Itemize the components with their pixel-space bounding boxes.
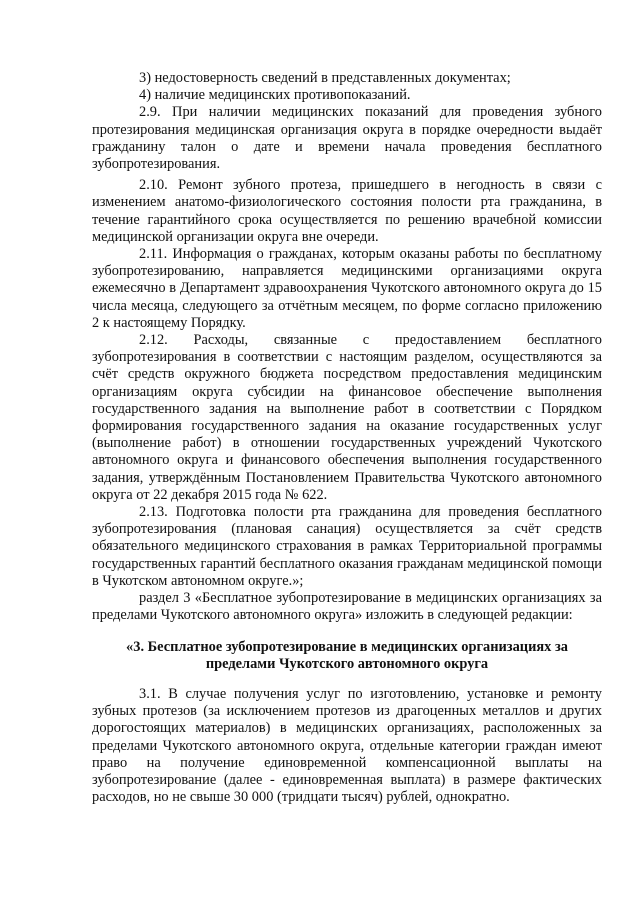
section-3-amendment-intro: раздел 3 «Бесплатное зубопротезирование в медицинских организациях за пределами Чукотского автономного округа» изложить в следующей редакции:: [92, 590, 602, 624]
section-heading-line1: «3. Бесплатное зубопротезирование в медицинских организациях за: [126, 638, 568, 655]
clause-3-1: 3.1. В случае получения услуг по изготовлению, установке и ремонту зубных протезов (за исключением протезов из драгоценных металлов и других дорогостоящих материалов) в медицинских организациях, расположенных за пределами Чукотского автономного округа, отдельные категории граждан имеют право на получение единовременной компенсационной выплаты на зубопротезирование (далее - единовременная выплата) в размере фактических расходов, но не свыше 30 000 (тридцати тысяч) рублей, однократно.: [92, 685, 602, 806]
clause-2-11: 2.11. Информация о гражданах, которым оказаны работы по бесплатному зубопротезированию, направляется медицинскими организациями округа ежемесячно в Департамент здравоохранения Чукотского автономного округа до 15 числа месяца, следующего за отчётным месяцем, по форме согласно приложению 2 к настоящему Порядку.: [92, 246, 602, 331]
clause-2-13: 2.13. Подготовка полости рта гражданина для проведения бесплатного зубопротезирования (плановая санация) осуществляется за счёт средств обязательного медицинского страхования в рамках Территориальной программы государственных гарантий бесплатного оказания гражданам медицинской помощи в Чукотском автономном округе.»;: [92, 504, 602, 589]
clause-2-12: 2.12. Расходы, связанные с предоставлением бесплатного зубопротезирования в соответствии с настоящим разделом, осуществляются за счёт средств окружного бюджета посредством предоставления медицинским организациям округа субсидии на финансовое обеспечение выполнения государственного задания на выполнение работ в соответствии с Порядком формирования государственного задания на оказание государственных услуг (выполнение работ) в отношении государственных учреждений Чукотского автономного округа и финансового обеспечения выполнения государственного задания, утверждённым Постановлением Правительства Чукотского автономного округа от 22 декабря 2015 года № 622.: [92, 332, 602, 503]
clause-2-10: 2.10. Ремонт зубного протеза, пришедшего в негодность в связи с изменением анатомо-физиологического состояния полости рта гражданина, в течение гарантийного срока осуществляется по решению врачебной комиссии медицинской организации округа вне очереди.: [92, 177, 602, 245]
section-heading-line2: пределами Чукотского автономного округа: [205, 655, 489, 672]
clause-2-9: 2.9. При наличии медицинских показаний для проведения зубного протезирования медицинская организация округа в порядке очередности выдаёт гражданину талон о дате и времени начала проведения бесплатного зубопротезирования.: [92, 104, 602, 173]
list-item-4: 4) наличие медицинских противопоказаний.: [139, 87, 411, 104]
section-3-heading: [92, 639, 602, 673]
list-item-3: 3) недостоверность сведений в представленных документах;: [139, 70, 511, 86]
